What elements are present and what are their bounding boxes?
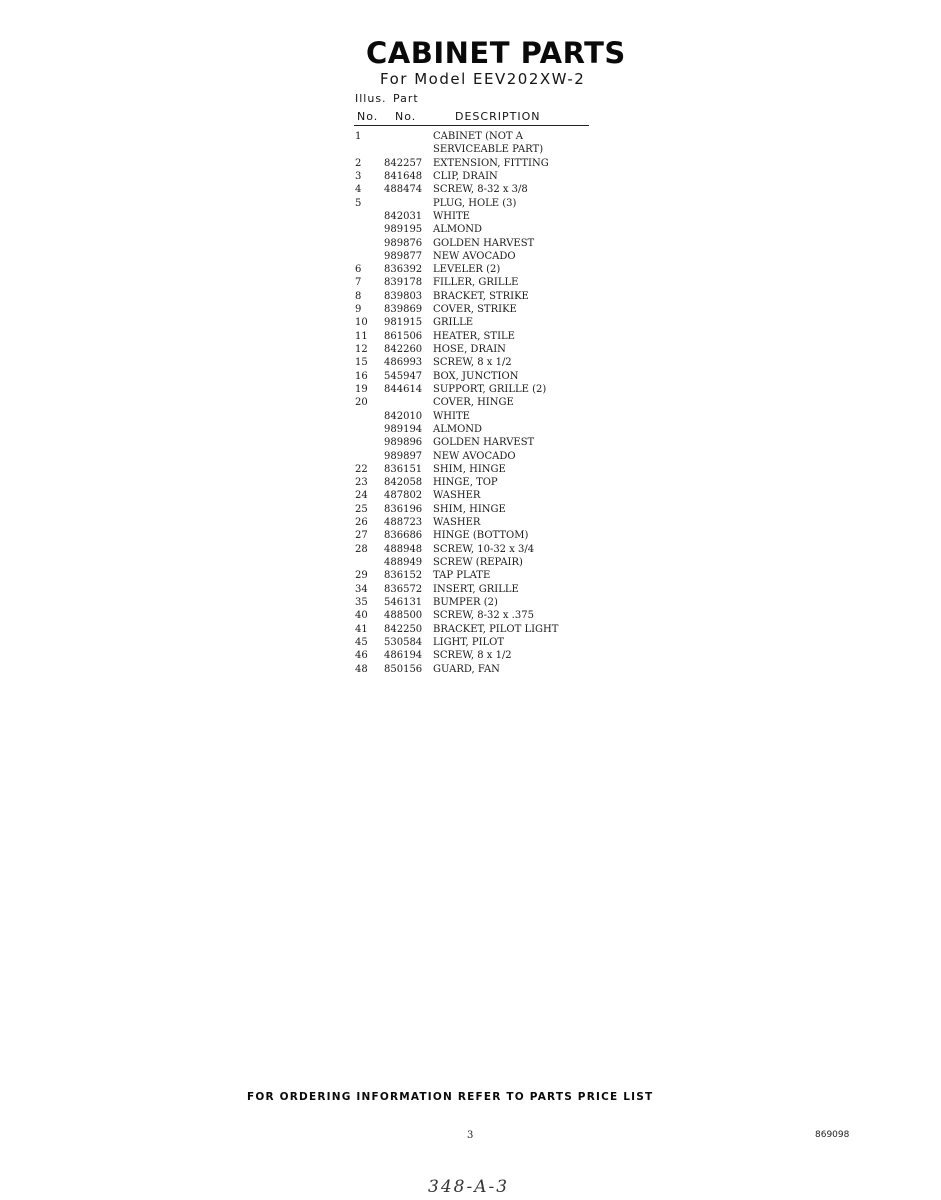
part-no-cell: 836152 xyxy=(384,570,423,582)
part-no-cell: 842257 xyxy=(384,157,423,169)
part-no-cell: 842031 xyxy=(384,210,423,222)
illus-no-cell: 10 xyxy=(355,317,368,329)
parts-table xyxy=(355,130,615,676)
part-no-cell: 841648 xyxy=(384,170,423,182)
part-no-cell: 842250 xyxy=(384,623,423,635)
description-cell: ALMOND xyxy=(433,224,483,236)
part-no-cell: 488474 xyxy=(384,184,423,196)
table-row xyxy=(355,583,615,596)
header-divider xyxy=(354,125,589,126)
description-cell: LIGHT, PILOT xyxy=(433,636,505,648)
page-title: CABINET PARTS xyxy=(366,36,626,70)
description-cell: NEW AVOCADO xyxy=(433,250,516,262)
description-cell: BOX, JUNCTION xyxy=(433,370,519,382)
table-row xyxy=(355,489,615,502)
description-cell: WHITE xyxy=(433,410,470,422)
model-subtitle: For Model EEV202XW-2 xyxy=(380,70,586,88)
description-cell: BUMPER (2) xyxy=(433,596,498,608)
table-row xyxy=(355,609,615,622)
part-no-cell: 839803 xyxy=(384,290,423,302)
part-no-cell: 861506 xyxy=(384,330,423,342)
table-row xyxy=(355,396,615,409)
description-cell: HINGE (BOTTOM) xyxy=(433,530,529,542)
part-no-cell: 546131 xyxy=(384,596,423,608)
illus-no-cell: 25 xyxy=(355,503,368,515)
part-no-cell: 989877 xyxy=(384,250,423,262)
part-no-cell: 488949 xyxy=(384,557,423,568)
illus-no-cell: 23 xyxy=(355,477,368,489)
illus-no-cell: 1 xyxy=(355,131,362,142)
illus-no-cell: 35 xyxy=(355,596,368,608)
description-cell: LEVELER (2) xyxy=(433,264,501,276)
illus-no-cell: 40 xyxy=(355,610,368,622)
table-row xyxy=(355,276,615,289)
description-cell: SHIM, HINGE xyxy=(433,503,506,515)
description-cell: GOLDEN HARVEST xyxy=(433,237,535,249)
description-cell: WASHER xyxy=(433,517,481,529)
table-row xyxy=(355,290,615,303)
description-cell: WHITE xyxy=(433,210,470,222)
part-no-cell: 850156 xyxy=(384,663,423,675)
illus-no-cell: 27 xyxy=(355,530,368,542)
description-cell: SCREW, 8-32 x 3/8 xyxy=(433,184,528,196)
description-cell: INSERT, GRILLE xyxy=(433,583,519,595)
table-row xyxy=(355,503,615,516)
table-row xyxy=(355,596,615,609)
description-cell: PLUG, HOLE (3) xyxy=(433,197,517,209)
illus-no-cell: 26 xyxy=(355,517,368,529)
part-no-cell: 486993 xyxy=(384,357,423,369)
description-cell: GRILLE xyxy=(433,317,474,329)
table-row xyxy=(355,543,615,556)
part-no-cell: 836572 xyxy=(384,583,423,595)
table-row xyxy=(355,170,615,183)
description-cell: SCREW, 10-32 x 3/4 xyxy=(433,543,535,555)
illus-no-cell: 7 xyxy=(355,277,362,289)
table-row xyxy=(355,623,615,636)
description-cell: CABINET (NOT A xyxy=(433,131,523,142)
handwritten-mark: 348-A-3 xyxy=(428,1177,510,1197)
table-row xyxy=(355,223,615,236)
description-cell: EXTENSION, FITTING xyxy=(433,157,549,169)
illus-no-cell: 24 xyxy=(355,490,368,502)
illus-no-cell: 20 xyxy=(355,397,368,409)
description-cell: TAP PLATE xyxy=(433,570,491,582)
table-row xyxy=(355,197,615,210)
description-cell: WASHER xyxy=(433,490,481,502)
table-row xyxy=(355,529,615,542)
table-row xyxy=(355,569,615,582)
part-no-cell: 844614 xyxy=(384,383,423,395)
table-row xyxy=(355,343,615,356)
description-cell: SCREW, 8 x 1/2 xyxy=(433,650,512,662)
illus-no-cell: 46 xyxy=(355,650,368,662)
table-row xyxy=(355,263,615,276)
part-no-cell: 989195 xyxy=(384,224,423,236)
illus-no-cell: 45 xyxy=(355,636,368,648)
part-no-cell: 488500 xyxy=(384,610,423,622)
description-cell: SHIM, HINGE xyxy=(433,463,506,475)
table-row xyxy=(355,663,615,676)
table-row xyxy=(355,370,615,383)
part-no-cell: 488948 xyxy=(384,543,423,555)
illus-no-cell: 28 xyxy=(355,543,368,555)
table-row xyxy=(355,463,615,476)
description-cell: GOLDEN HARVEST xyxy=(433,437,535,449)
illus-no-cell: 34 xyxy=(355,583,368,595)
part-no-cell: 486194 xyxy=(384,650,423,662)
part-no-cell: 989897 xyxy=(384,450,423,462)
column-header-part-no: No. xyxy=(395,110,417,123)
table-row xyxy=(355,450,615,463)
description-cell: SCREW (REPAIR) xyxy=(433,557,523,568)
illus-no-cell: 19 xyxy=(355,383,368,395)
part-no-cell: 488723 xyxy=(384,517,423,529)
illus-no-cell: 6 xyxy=(355,264,362,276)
table-row xyxy=(355,516,615,529)
page-number: 3 xyxy=(467,1130,474,1141)
illus-no-cell: 8 xyxy=(355,290,362,302)
part-no-cell: 989876 xyxy=(384,237,423,249)
column-header-part: Part xyxy=(393,92,419,105)
description-cell: HOSE, DRAIN xyxy=(433,344,506,355)
part-no-cell: 842260 xyxy=(384,344,423,355)
part-no-cell: 981915 xyxy=(384,317,423,329)
column-header-description: DESCRIPTION xyxy=(455,110,541,123)
part-no-cell: 530584 xyxy=(384,636,423,648)
illus-no-cell: 29 xyxy=(355,570,368,582)
table-row xyxy=(355,436,615,449)
description-cell: BRACKET, STRIKE xyxy=(433,290,529,302)
description-cell: COVER, STRIKE xyxy=(433,304,517,316)
part-no-cell: 989896 xyxy=(384,437,423,449)
ordering-note: FOR ORDERING INFORMATION REFER TO PARTS PRICE LIST xyxy=(247,1091,654,1103)
document-number: 869098 xyxy=(815,1130,850,1140)
table-row xyxy=(355,556,615,569)
part-no-cell: 836151 xyxy=(384,463,423,475)
description-cell: ALMOND xyxy=(433,423,483,435)
description-cell: NEW AVOCADO xyxy=(433,450,516,462)
description-cell: HINGE, TOP xyxy=(433,477,498,489)
part-no-cell: 839178 xyxy=(384,277,423,289)
table-row xyxy=(355,210,615,223)
description-cell: GUARD, FAN xyxy=(433,663,500,675)
part-no-cell: 836196 xyxy=(384,503,423,515)
description-cell: SERVICEABLE PART) xyxy=(433,144,544,156)
description-cell: BRACKET, PILOT LIGHT xyxy=(433,623,559,635)
part-no-cell: 989194 xyxy=(384,423,423,435)
table-row xyxy=(355,410,615,423)
illus-no-cell: 41 xyxy=(355,623,368,635)
description-cell: FILLER, GRILLE xyxy=(433,277,519,289)
table-row xyxy=(355,237,615,250)
description-cell: SCREW, 8 x 1/2 xyxy=(433,357,512,369)
illus-no-cell: 48 xyxy=(355,663,368,675)
part-no-cell: 487802 xyxy=(384,490,423,502)
illus-no-cell: 4 xyxy=(355,184,362,196)
part-no-cell: 836686 xyxy=(384,530,423,542)
illus-no-cell: 9 xyxy=(355,304,362,316)
table-row xyxy=(355,316,615,329)
part-no-cell: 836392 xyxy=(384,264,423,276)
table-row xyxy=(355,130,615,143)
table-row xyxy=(355,183,615,196)
table-row xyxy=(355,476,615,489)
table-row xyxy=(355,636,615,649)
illus-no-cell: 2 xyxy=(355,157,362,169)
table-row xyxy=(355,303,615,316)
table-row xyxy=(355,356,615,369)
description-cell: SCREW, 8-32 x .375 xyxy=(433,610,534,622)
part-no-cell: 545947 xyxy=(384,370,423,382)
illus-no-cell: 12 xyxy=(355,344,368,355)
description-cell: CLIP, DRAIN xyxy=(433,170,498,182)
part-no-cell: 839869 xyxy=(384,304,423,316)
column-header-no: No. xyxy=(357,110,379,123)
table-row xyxy=(355,143,615,156)
column-header-illus: Illus. xyxy=(355,92,387,105)
part-no-cell: 842010 xyxy=(384,410,423,422)
part-no-cell: 842058 xyxy=(384,477,423,489)
illus-no-cell: 5 xyxy=(355,197,362,209)
illus-no-cell: 3 xyxy=(355,170,362,182)
illus-no-cell: 11 xyxy=(355,330,368,342)
table-row xyxy=(355,383,615,396)
table-row xyxy=(355,157,615,170)
description-cell: HEATER, STILE xyxy=(433,330,515,342)
illus-no-cell: 22 xyxy=(355,463,368,475)
illus-no-cell: 16 xyxy=(355,370,368,382)
table-row xyxy=(355,330,615,343)
table-row xyxy=(355,250,615,263)
description-cell: COVER, HINGE xyxy=(433,397,514,409)
illus-no-cell: 15 xyxy=(355,357,368,369)
description-cell: SUPPORT, GRILLE (2) xyxy=(433,383,547,395)
table-row xyxy=(355,423,615,436)
table-row xyxy=(355,649,615,662)
